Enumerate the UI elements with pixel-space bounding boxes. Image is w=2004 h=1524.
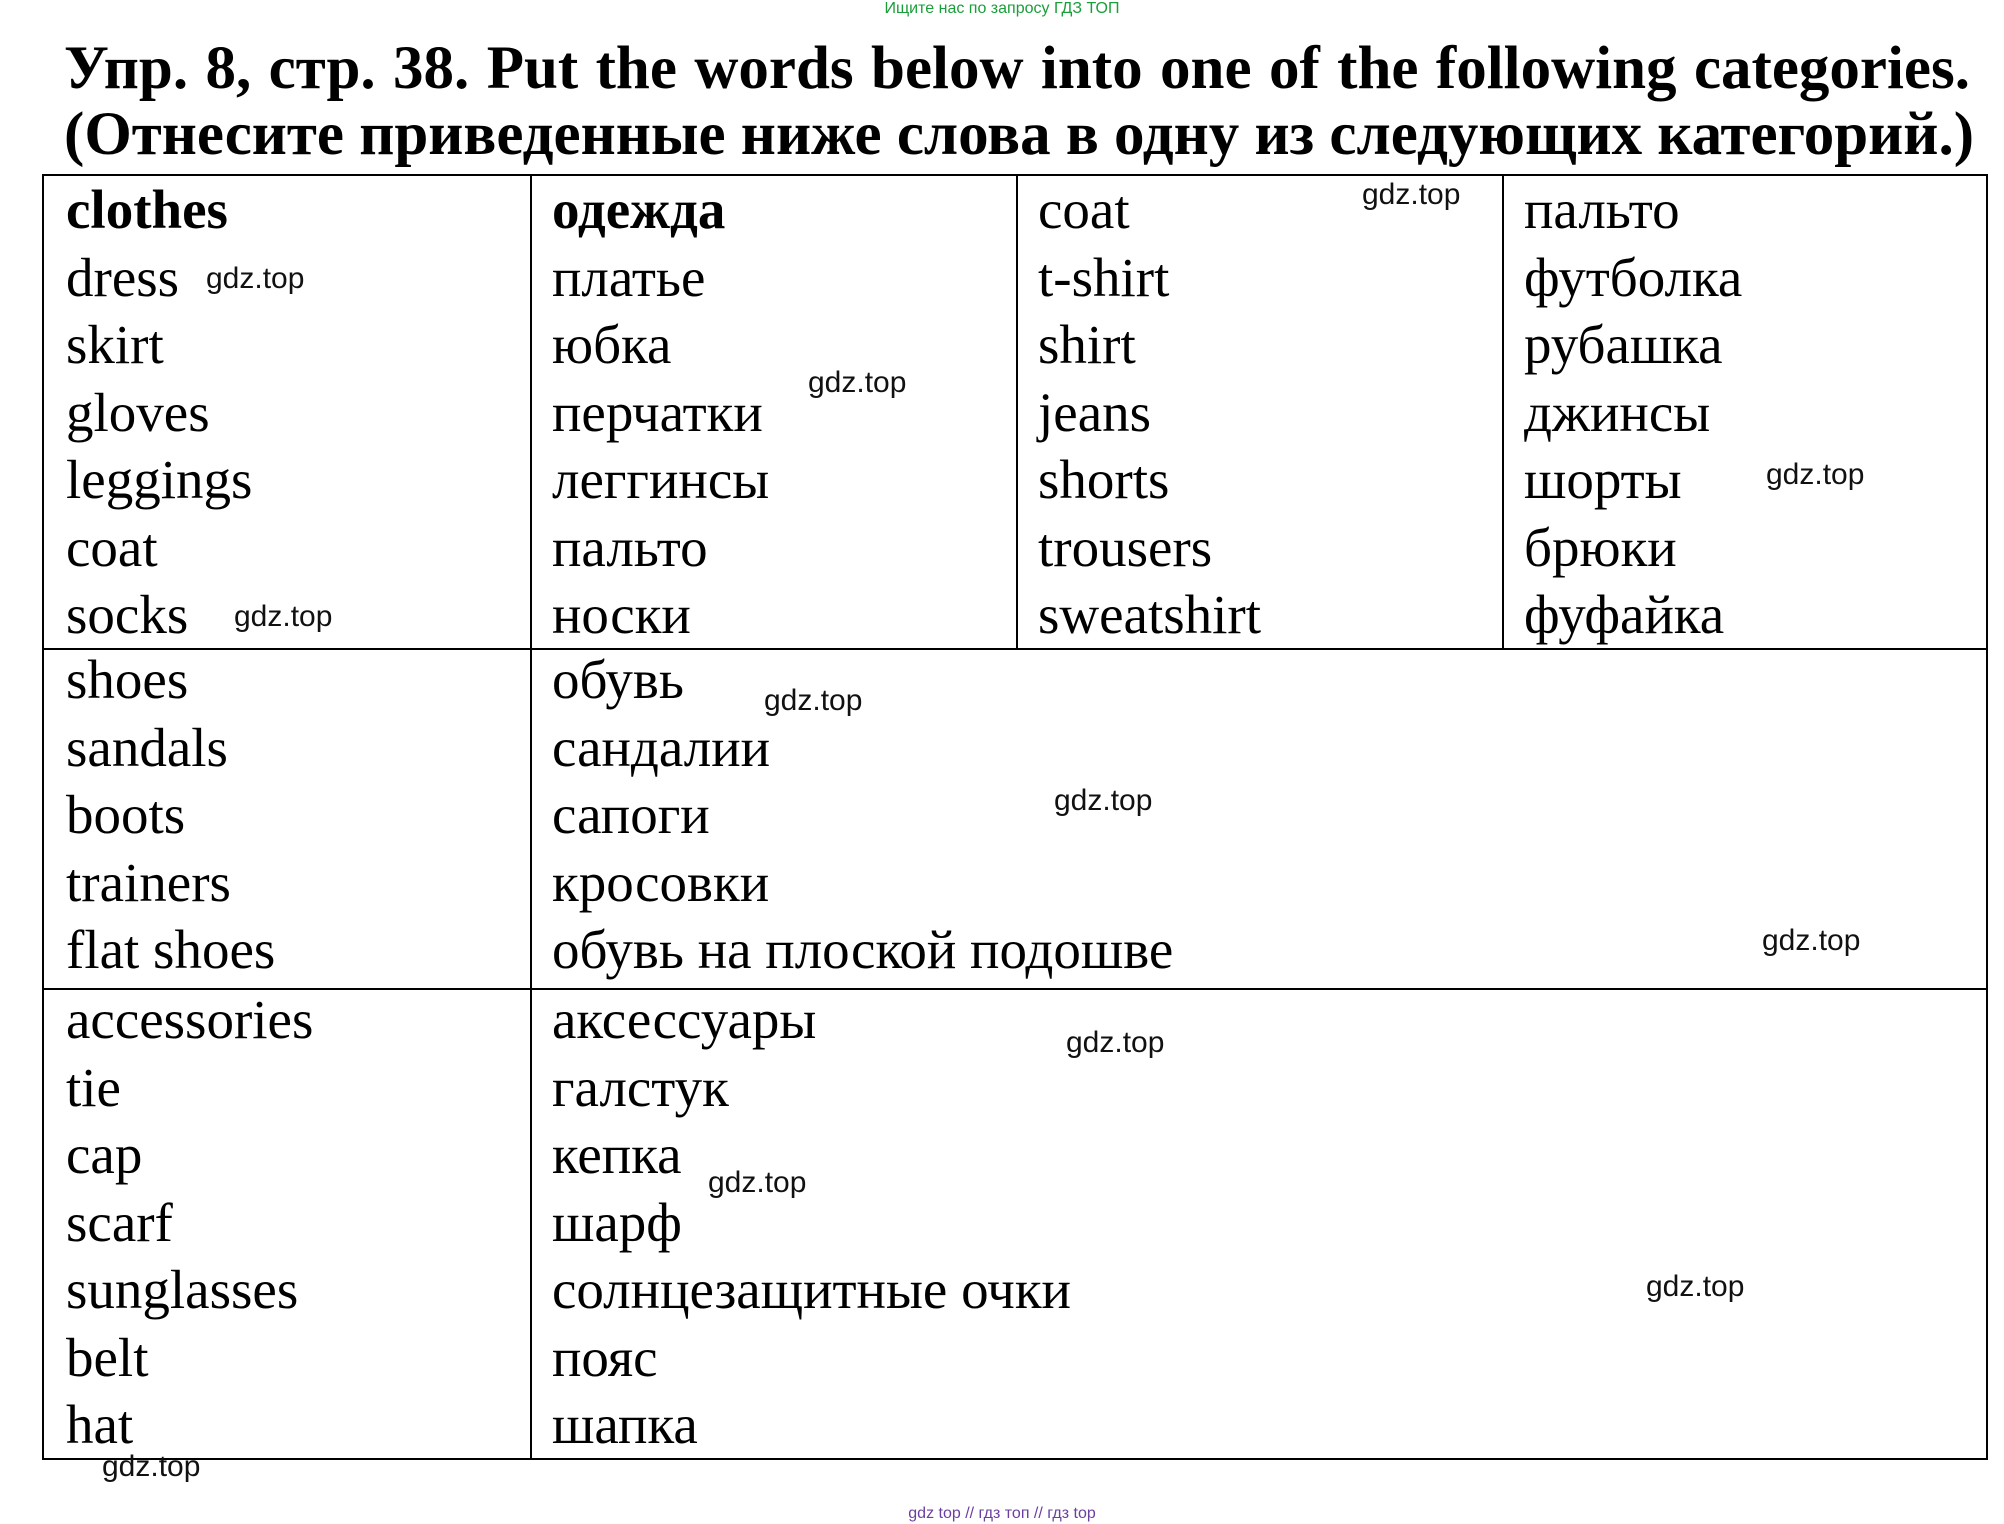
- clothes-russian-col2: [552, 176, 769, 649]
- word-english: sweatshirt: [1038, 584, 1262, 645]
- vocabulary-table: [42, 174, 1988, 1460]
- word-russian: обувь на плоской подошве: [552, 919, 1174, 980]
- word-english: cap: [66, 1124, 143, 1185]
- word-russian: леггинсы: [552, 449, 770, 510]
- word-russian: перчатки: [552, 381, 763, 443]
- exercise-heading: [64, 35, 1975, 168]
- word-russian: шарф: [552, 1191, 682, 1253]
- word-english: coat: [66, 516, 158, 578]
- column-divider: [1502, 176, 1504, 648]
- word-english: trousers: [1038, 516, 1213, 578]
- watermark: gdz.top: [1066, 1026, 1165, 1059]
- clothes-english-col1: [66, 176, 252, 649]
- watermark: gdz.top: [206, 262, 305, 295]
- word-russian: сапоги: [552, 784, 710, 845]
- word-russian: галстук: [552, 1056, 729, 1118]
- word-english: trainers: [66, 851, 231, 913]
- word-russian: обувь: [552, 649, 684, 710]
- word-english: scarf: [66, 1191, 173, 1253]
- word-russian: кросовки: [552, 851, 770, 913]
- word-english: jeans: [1038, 381, 1152, 443]
- word-english: coat: [1038, 179, 1130, 240]
- word-russian: пальто: [552, 516, 708, 578]
- watermark: gdz.top: [1362, 178, 1461, 211]
- watermark: gdz.top: [808, 366, 907, 399]
- watermark: gdz.top: [764, 684, 863, 717]
- word-english: accessories: [66, 989, 314, 1050]
- word-english: sunglasses: [66, 1259, 299, 1320]
- word-english: tie: [66, 1056, 121, 1118]
- watermark: gdz.top: [1762, 924, 1861, 957]
- word-russian: аксессуары: [552, 989, 817, 1050]
- word-russian: солнцезащитные очки: [552, 1259, 1071, 1320]
- word-russian: шапка: [552, 1394, 698, 1455]
- word-english: t-shirt: [1038, 246, 1170, 308]
- word-russian: платье: [552, 246, 706, 308]
- category-heading-clothes: clothes: [66, 179, 228, 240]
- word-english: flat shoes: [66, 919, 276, 980]
- clothes-russian-col4: [1524, 176, 1742, 649]
- top-note: Ищите нас по запросу ГДЗ ТОП: [884, 0, 1120, 17]
- watermark: gdz.top: [1646, 1270, 1745, 1303]
- word-english: shoes: [66, 649, 189, 710]
- word-russian: сандалии: [552, 716, 771, 778]
- word-english: shirt: [1038, 314, 1136, 375]
- word-russian: пальто: [1524, 179, 1680, 240]
- word-english: hat: [66, 1394, 134, 1455]
- word-english: belt: [66, 1326, 149, 1388]
- word-russian: шорты: [1524, 449, 1682, 510]
- word-russian: брюки: [1524, 516, 1677, 578]
- word-russian: джинсы: [1524, 381, 1711, 443]
- watermark: gdz.top: [708, 1166, 807, 1199]
- word-english: leggings: [66, 449, 253, 510]
- watermark: gdz.top: [1054, 784, 1153, 817]
- word-russian: кепка: [552, 1124, 682, 1185]
- word-english: dress: [66, 246, 180, 308]
- watermark: gdz.top: [102, 1450, 201, 1483]
- footer-note: gdz top // гдз топ // гдз top: [908, 1505, 1096, 1522]
- word-english: shorts: [1038, 449, 1170, 510]
- clothes-english-col3: [1038, 176, 1261, 649]
- accessories-russian-col2: [552, 986, 1071, 1459]
- word-english: socks: [66, 584, 189, 645]
- column-divider: [1016, 176, 1018, 648]
- word-russian: носки: [552, 584, 691, 645]
- word-english: sandals: [66, 716, 228, 778]
- watermark: gdz.top: [234, 600, 333, 633]
- word-russian: пояс: [552, 1326, 658, 1388]
- shoes-english-col1: [66, 646, 275, 984]
- word-russian: рубашка: [1524, 314, 1723, 375]
- word-russian: футболка: [1524, 246, 1743, 308]
- accessories-english-col1: [66, 986, 313, 1459]
- word-russian: юбка: [552, 314, 672, 375]
- word-russian: фуфайка: [1524, 584, 1725, 645]
- word-english: boots: [66, 784, 186, 845]
- column-divider: [530, 176, 532, 1458]
- category-heading-clothes-ru: одежда: [552, 179, 726, 240]
- word-english: skirt: [66, 314, 164, 375]
- heading-line-2: (Отнесите приведенные ниже слова в одну из следующих категорий.): [64, 101, 1975, 168]
- word-english: gloves: [66, 381, 210, 443]
- heading-line-1: Упр. 8, стр. 38. Put the words below into one of the following categories.: [64, 35, 1970, 102]
- watermark: gdz.top: [1766, 458, 1865, 491]
